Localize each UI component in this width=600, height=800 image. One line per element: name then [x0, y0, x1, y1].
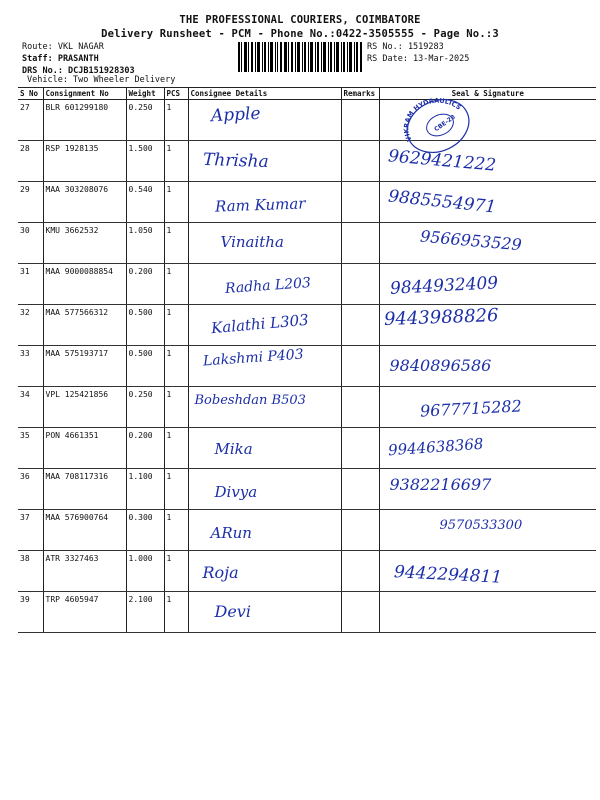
table-row	[18, 223, 596, 264]
handwritten-consignee-name: Vinaitha	[220, 233, 284, 251]
rs-date: RS Date: 13-Mar-2025	[367, 54, 470, 64]
consignee-details-cell	[188, 387, 341, 428]
signature-cell	[379, 264, 596, 305]
signature-cell	[379, 182, 596, 223]
weight-cell: 0.250	[126, 100, 164, 141]
pieces-cell: 1	[164, 387, 188, 428]
consignment-number-cell: RSP 1928135	[43, 141, 126, 182]
column-header: Weight	[126, 88, 164, 100]
column-header: Remarks	[341, 88, 379, 100]
weight-cell: 0.500	[126, 346, 164, 387]
table-header-row	[18, 88, 596, 100]
signature-cell	[379, 551, 596, 592]
pieces-cell: 1	[164, 100, 188, 141]
serial-number-cell: 27	[18, 100, 43, 141]
handwritten-signature: 9629421222	[386, 146, 497, 176]
table-row	[18, 592, 596, 633]
table-row	[18, 428, 596, 469]
pieces-cell: 1	[164, 592, 188, 633]
serial-number-cell: 29	[18, 182, 43, 223]
column-header: S No	[18, 88, 43, 100]
remarks-cell	[341, 223, 379, 264]
handwritten-consignee-name: Lakshmi P403	[202, 346, 304, 370]
weight-cell: 1.100	[126, 469, 164, 510]
consignment-number-cell: MAA 575193717	[43, 346, 126, 387]
drs-info: DRS No.: DCJB151928303	[22, 66, 135, 76]
serial-number-cell: 37	[18, 510, 43, 551]
column-header: Seal & Signature	[379, 88, 596, 100]
consignee-details-cell	[188, 469, 341, 510]
vehicle-info: Vehicle: Two Wheeler Delivery	[27, 75, 176, 85]
consignment-number-cell: MAA 708117316	[43, 469, 126, 510]
stamp-text: VIKRAM HYDRAULICS	[402, 96, 463, 143]
handwritten-consignee-name: Thrisha	[202, 149, 269, 173]
handwritten-consignee-name: Bobeshdan B503	[194, 393, 306, 408]
signature-cell	[379, 428, 596, 469]
signature-cell	[379, 592, 596, 633]
pieces-cell: 1	[164, 264, 188, 305]
consignment-number-cell: BLR 601299180	[43, 100, 126, 141]
handwritten-signature: 9382216697	[389, 475, 492, 494]
weight-cell: 0.540	[126, 182, 164, 223]
pieces-cell: 1	[164, 223, 188, 264]
handwritten-consignee-name: Roja	[202, 563, 239, 582]
runsheet-title: THE PROFESSIONAL COURIERS, COIMBATORE	[179, 14, 421, 26]
table-row	[18, 182, 596, 223]
weight-cell: 1.500	[126, 141, 164, 182]
handwritten-signature: 9844932409	[389, 273, 499, 299]
weight-cell: 0.250	[126, 387, 164, 428]
consignee-details-cell	[188, 264, 341, 305]
serial-number-cell: 30	[18, 223, 43, 264]
remarks-cell	[341, 428, 379, 469]
signature-cell	[379, 469, 596, 510]
handwritten-signature: 9840896586	[389, 356, 492, 375]
column-header: PCS	[164, 88, 188, 100]
remarks-cell	[341, 592, 379, 633]
weight-cell: 2.100	[126, 592, 164, 633]
serial-number-cell: 35	[18, 428, 43, 469]
weight-cell: 1.000	[126, 551, 164, 592]
remarks-cell	[341, 469, 379, 510]
handwritten-consignee-name: Kalathi L303	[209, 310, 309, 338]
handwritten-signature: 9944638368	[386, 434, 484, 460]
handwritten-signature: 9677715282	[419, 396, 522, 421]
consignment-number-cell: ATR 3327463	[43, 551, 126, 592]
signature-cell	[379, 387, 596, 428]
serial-number-cell: 28	[18, 141, 43, 182]
handwritten-consignee-name: Ram Kumar	[214, 194, 306, 216]
table-row	[18, 551, 596, 592]
table-row	[18, 141, 596, 182]
handwritten-signature: 9885554971	[386, 186, 497, 218]
signature-cell	[379, 346, 596, 387]
weight-cell: 0.200	[126, 428, 164, 469]
handwritten-signature: 9443988826	[383, 305, 499, 330]
remarks-cell	[341, 346, 379, 387]
table-row	[18, 264, 596, 305]
remarks-cell	[341, 551, 379, 592]
serial-number-cell: 36	[18, 469, 43, 510]
serial-number-cell: 31	[18, 264, 43, 305]
consignee-details-cell	[188, 428, 341, 469]
remarks-cell	[341, 141, 379, 182]
remarks-cell	[341, 387, 379, 428]
table-row	[18, 510, 596, 551]
table-row	[18, 305, 596, 346]
remarks-cell	[341, 182, 379, 223]
weight-cell: 0.200	[126, 264, 164, 305]
consignment-number-cell: MAA 303208076	[43, 182, 126, 223]
table-row	[18, 387, 596, 428]
consignee-details-cell	[188, 592, 341, 633]
consignee-details-cell	[188, 141, 341, 182]
company-seal-stamp	[398, 96, 478, 154]
table-row	[18, 100, 596, 141]
table-row	[18, 346, 596, 387]
weight-cell: 0.300	[126, 510, 164, 551]
consignee-details-cell	[188, 182, 341, 223]
column-header: Consignee Details	[188, 88, 341, 100]
pieces-cell: 1	[164, 305, 188, 346]
consignee-details-cell	[188, 510, 341, 551]
runsheet-subtitle: Delivery Runsheet - PCM - Phone No.:0422-3505555 - Page No.:3	[101, 28, 499, 40]
pieces-cell: 1	[164, 428, 188, 469]
handwritten-consignee-name: Radha L203	[224, 275, 311, 297]
handwritten-consignee-name: Mika	[214, 440, 253, 458]
handwritten-consignee-name: Apple	[210, 103, 261, 127]
remarks-cell	[341, 305, 379, 346]
route-info: Route: VKL NAGAR	[22, 42, 104, 52]
runsheet-table	[18, 87, 596, 633]
stamp-sub: CBE-28	[433, 113, 457, 134]
consignment-number-cell: MAA 576900764	[43, 510, 126, 551]
consignee-details-cell	[188, 551, 341, 592]
pieces-cell: 1	[164, 469, 188, 510]
signature-cell	[379, 223, 596, 264]
handwritten-consignee-name: Devi	[214, 602, 251, 621]
consignment-number-cell: VPL 125421856	[43, 387, 126, 428]
staff-info: Staff: PRASANTH	[22, 54, 99, 64]
handwritten-signature: 9566953529	[418, 226, 522, 255]
consignee-details-cell	[188, 100, 341, 141]
serial-number-cell: 39	[18, 592, 43, 633]
consignment-number-cell: MAA 577566312	[43, 305, 126, 346]
signature-cell	[379, 510, 596, 551]
table-row	[18, 469, 596, 510]
pieces-cell: 1	[164, 182, 188, 223]
handwritten-signature: 9570533300	[439, 518, 523, 533]
handwritten-consignee-name: ARun	[210, 524, 252, 542]
column-header: Consignment No	[43, 88, 126, 100]
rs-number: RS No.: 1519283	[367, 42, 444, 52]
serial-number-cell: 38	[18, 551, 43, 592]
handwritten-signature: 9442294811	[393, 562, 503, 588]
remarks-cell	[341, 510, 379, 551]
remarks-cell	[341, 264, 379, 305]
signature-cell	[379, 305, 596, 346]
pieces-cell: 1	[164, 346, 188, 387]
consignee-details-cell	[188, 223, 341, 264]
consignment-number-cell: MAA 9000088854	[43, 264, 126, 305]
serial-number-cell: 33	[18, 346, 43, 387]
pieces-cell: 1	[164, 510, 188, 551]
weight-cell: 1.050	[126, 223, 164, 264]
consignment-number-cell: PON 4661351	[43, 428, 126, 469]
consignment-number-cell: KMU 3662532	[43, 223, 126, 264]
serial-number-cell: 32	[18, 305, 43, 346]
handwritten-consignee-name: Divya	[214, 483, 258, 501]
pieces-cell: 1	[164, 141, 188, 182]
consignee-details-cell	[188, 305, 341, 346]
consignee-details-cell	[188, 346, 341, 387]
weight-cell: 0.500	[126, 305, 164, 346]
remarks-cell	[341, 100, 379, 141]
serial-number-cell: 34	[18, 387, 43, 428]
consignment-number-cell: TRP 4605947	[43, 592, 126, 633]
pieces-cell: 1	[164, 551, 188, 592]
barcode	[238, 42, 362, 72]
